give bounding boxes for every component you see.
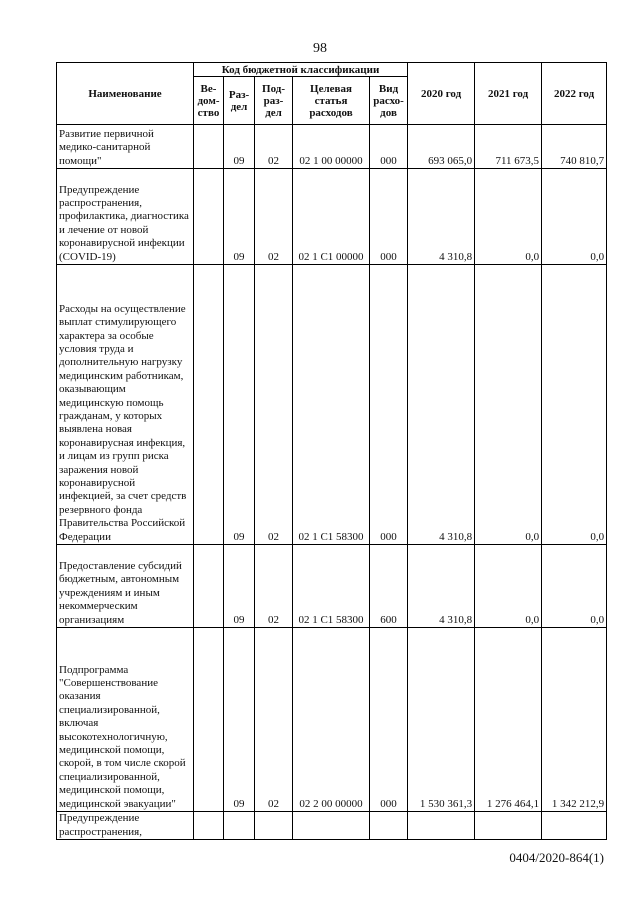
budget-table: [56, 62, 607, 840]
table-row: [57, 628, 607, 812]
table-row: [57, 812, 607, 840]
row-razdel: 09: [224, 628, 255, 812]
row-vedomstvo: [194, 545, 224, 628]
row-name: Предупреждение распространения,: [57, 812, 194, 840]
row-2021: 0,0: [475, 265, 542, 545]
row-2020: 4 310,8: [408, 169, 475, 265]
row-podrazdel: 02: [255, 265, 293, 545]
row-vedomstvo: [194, 125, 224, 169]
header-vedomstvo: Ве- дом- ство: [194, 77, 224, 125]
table-row: [57, 545, 607, 628]
row-statya: 02 1 С1 58300: [293, 265, 370, 545]
row-2021: [475, 812, 542, 840]
row-statya: [293, 812, 370, 840]
row-vedomstvo: [194, 628, 224, 812]
row-2020: [408, 812, 475, 840]
row-podrazdel: 02: [255, 545, 293, 628]
row-vedomstvo: [194, 169, 224, 265]
row-2021: 711 673,5: [475, 125, 542, 169]
header-razdel: Раз- дел: [224, 77, 255, 125]
row-statya: 02 2 00 00000: [293, 628, 370, 812]
row-2022: 740 810,7: [542, 125, 607, 169]
row-2021: 0,0: [475, 545, 542, 628]
header-statya: Целевая статья расходов: [293, 77, 370, 125]
row-2022: [542, 812, 607, 840]
row-2022: 0,0: [542, 265, 607, 545]
row-name: Предупреждение распространения, профилактика, диагностика и лечение от новой коронавирусной инфекции (COVID-19): [57, 169, 194, 265]
row-2020: 1 530 361,3: [408, 628, 475, 812]
row-statya: 02 1 С1 00000: [293, 169, 370, 265]
row-name: Подпрограмма "Совершенствование оказания специализированной, включая высокотехнологичную, медицинской помощи, скорой, в том числе скорой специализированной, медицинской помощи, медицинской эвакуации": [57, 628, 194, 812]
row-vid: 600: [370, 545, 408, 628]
row-2021: 1 276 464,1: [475, 628, 542, 812]
row-vedomstvo: [194, 812, 224, 840]
header-podrazdel: Под- раз- дел: [255, 77, 293, 125]
row-2022: 1 342 212,9: [542, 628, 607, 812]
document-code: 0404/2020-864(1): [509, 850, 604, 865]
page-number: 98: [313, 41, 327, 56]
row-razdel: 09: [224, 265, 255, 545]
row-2021: 0,0: [475, 169, 542, 265]
row-name: Предоставление субсидий бюджетным, автономным учреждениям и иным некоммерческим организациям: [57, 545, 194, 628]
table-row: [57, 125, 607, 169]
row-vid: 000: [370, 169, 408, 265]
table-row: [57, 265, 607, 545]
row-vid: 000: [370, 628, 408, 812]
row-2020: 4 310,8: [408, 265, 475, 545]
row-statya: 02 1 00 00000: [293, 125, 370, 169]
row-2022: 0,0: [542, 169, 607, 265]
row-razdel: 09: [224, 545, 255, 628]
header-name: Наименование: [57, 63, 194, 125]
row-vid: 000: [370, 265, 408, 545]
row-razdel: 09: [224, 169, 255, 265]
row-2020: 693 065,0: [408, 125, 475, 169]
row-razdel: 09: [224, 125, 255, 169]
header-2020: 2020 год: [408, 63, 475, 125]
row-vid: [370, 812, 408, 840]
row-name: Расходы на осуществление выплат стимулирующего характера за особые условия труда и дополнительную нагрузку медицинским работникам, оказывающим медицинскую помощь гражданам, у которых выявлена новая коронавирусная инфекция, и лицам из групп риска заражения новой коронавирусной инфекцией, за счет средств резервного фонда Правительства Российской Федерации: [57, 265, 194, 545]
header-2022: 2022 год: [542, 63, 607, 125]
row-2022: 0,0: [542, 545, 607, 628]
row-name: Развитие первичной медико-санитарной помощи": [57, 125, 194, 169]
row-2020: 4 310,8: [408, 545, 475, 628]
row-podrazdel: 02: [255, 628, 293, 812]
row-razdel: [224, 812, 255, 840]
header-vid: Вид расхо- дов: [370, 77, 408, 125]
row-podrazdel: 02: [255, 169, 293, 265]
row-statya: 02 1 С1 58300: [293, 545, 370, 628]
row-podrazdel: 02: [255, 125, 293, 169]
header-2021: 2021 год: [475, 63, 542, 125]
row-vid: 000: [370, 125, 408, 169]
row-podrazdel: [255, 812, 293, 840]
row-vedomstvo: [194, 265, 224, 545]
table-row: [57, 169, 607, 265]
header-code-group: Код бюджетной классификации: [194, 63, 408, 77]
